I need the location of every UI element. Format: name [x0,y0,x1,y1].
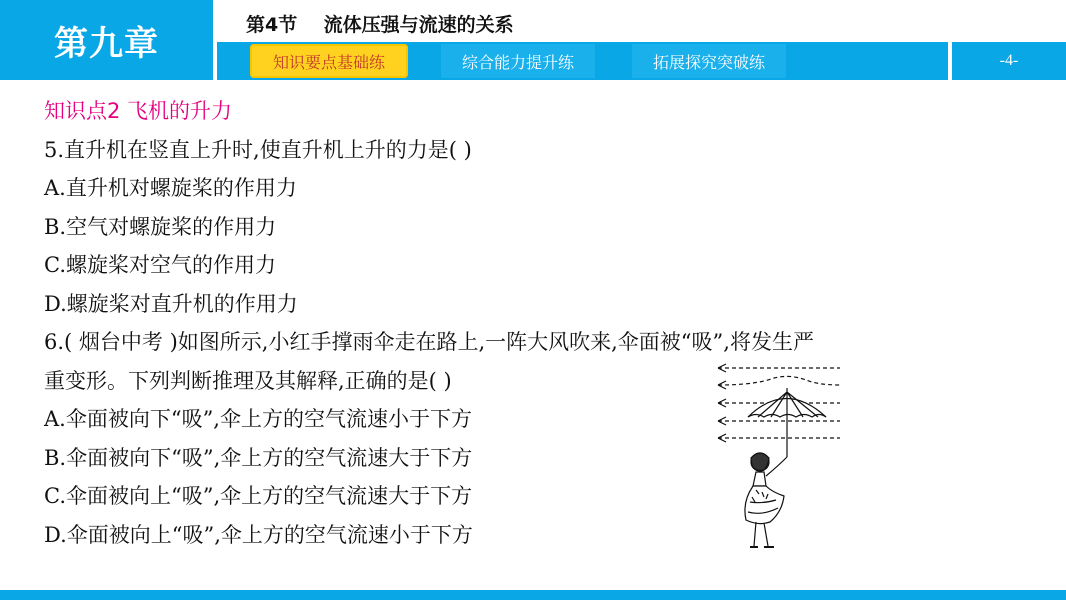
q6-stem-line2: 重变形。下列判断推理及其解释,正确的是( ) [44,368,452,393]
q5-option-a: A.直升机对螺旋桨的作用力 [44,176,297,200]
girl-with-umbrella-icon [706,362,846,554]
q5-option-d: D.螺旋桨对直升机的作用力 [44,291,298,316]
bottom-bar [0,590,1066,600]
q6-option-d: D.伞面被向上“吸”,伞上方的空气流速小于下方 [44,522,473,547]
q6-option-c: C.伞面被向上“吸”,伞上方的空气流速大于下方 [44,484,473,508]
chapter-title: 第九章 [0,0,213,80]
section-title: 第4节 流体压强与流速的关系 [246,14,514,36]
q6-option-a: A.伞面被向下“吸”,伞上方的空气流速小于下方 [44,407,472,431]
q5-option-c: C.螺旋桨对空气的作用力 [44,253,276,277]
tab-comprehensive-practice[interactable]: 综合能力提升练 [441,44,595,78]
q5-option-b: B.空气对螺旋桨的作用力 [44,214,277,239]
question-content [44,92,1034,554]
knowledge-point-title: 知识点2 飞机的升力 [44,99,233,123]
q5-stem: 5.直升机在竖直上升时,使直升机上升的力是( ) [44,137,472,162]
page-number: -4- [952,42,1066,80]
tab-extension-practice[interactable]: 拓展探究突破练 [632,44,786,78]
tab-basic-practice[interactable]: 知识要点基础练 [250,44,408,78]
q6-stem-line1: 6.( 烟台中考 )如图所示,小红手撑雨伞走在路上,一阵大风吹来,伞面被“吸”,将发生严 [44,330,814,354]
q6-option-b: B.伞面被向下“吸”,伞上方的空气流速大于下方 [44,445,473,470]
